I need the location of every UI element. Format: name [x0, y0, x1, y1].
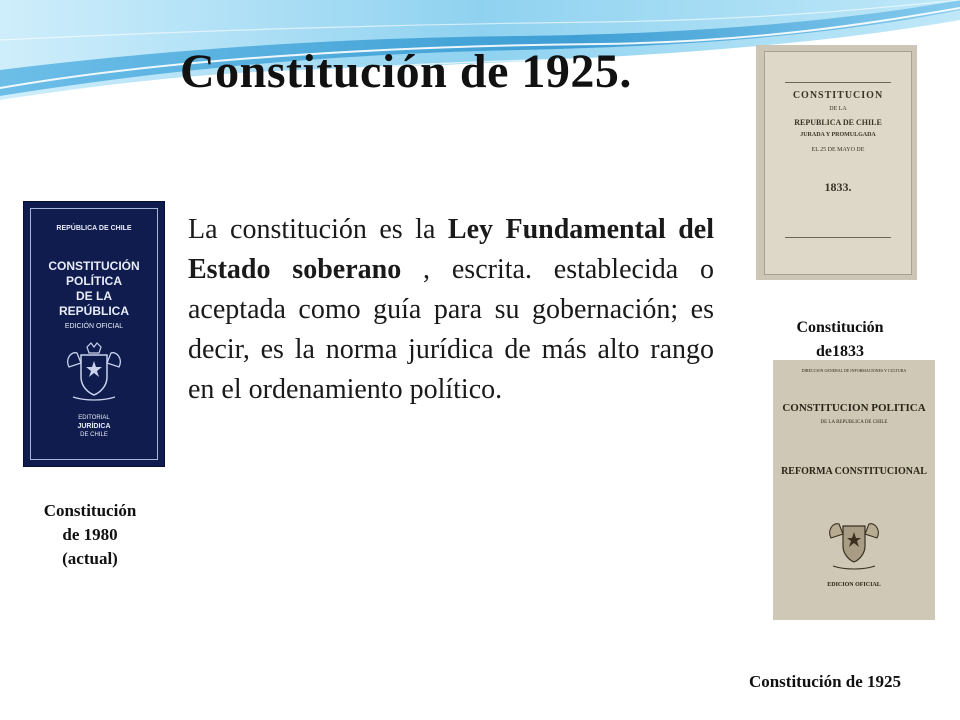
body-text-part2: , escrita. establecida o aceptada como guía para su gobernación; es decir, es la norma jurídica de más alto rango en el ordenamiento político. — [188, 254, 714, 405]
book-1980-title-line4: REPÚBLICA — [58, 304, 129, 318]
caption-1925: Constitución de 1925 — [748, 672, 902, 691]
book-1833-line5: EL 25 DE MAYO DE — [811, 147, 865, 153]
book-1980-title-line3: DE LA — [76, 289, 112, 303]
book-1925-line2: CONSTITUCION POLITICA — [782, 402, 926, 414]
caption-1980-line3: (actual) — [62, 549, 118, 568]
book-1833-line4: JURADA Y PROMULGADA — [800, 132, 876, 138]
book-1925-line4: REFORMA CONSTITUCIONAL — [781, 466, 927, 477]
body-text-part1: La constitución es la — [188, 214, 448, 245]
slide-body-text — [188, 210, 714, 410]
caption-1833 — [760, 316, 920, 364]
book-cover-1925-image — [773, 360, 935, 620]
slide-title: Constitución de 1925. — [180, 45, 632, 98]
book-1833-rule-bottom — [785, 237, 891, 238]
book-1833-line1: CONSTITUCION — [792, 90, 884, 101]
book-1833-year: 1833. — [824, 180, 852, 194]
book-1925-line5: EDICION OFICIAL — [827, 582, 881, 588]
book-1925-line1: DIRECCION GENERAL DE INFORMACIONES Y CULTURA — [801, 368, 907, 373]
book-1925-line3: DE LA REPUBLICA DE CHILE — [820, 420, 888, 425]
book-cover-1833-image — [756, 45, 917, 280]
book-1833-line2: DE LA — [829, 106, 847, 112]
book-1980-header: REPÚBLICA DE CHILE — [56, 225, 132, 232]
book-1980-publisher-line1: EDITORIAL — [78, 415, 110, 421]
coat-of-arms-icon — [823, 510, 885, 572]
caption-1980-line2: de 1980 — [62, 525, 118, 544]
book-1833-page — [764, 51, 912, 275]
book-1980-edition: EDICIÓN OFICIAL — [64, 323, 124, 330]
book-1833-rule-top — [785, 82, 891, 83]
book-1980-publisher-line3: DE CHILE — [80, 432, 108, 438]
coat-of-arms-icon — [59, 337, 129, 407]
book-1980-publisher-line2: JURÍDICA — [77, 423, 111, 430]
book-1980-title-line2: POLÍTICA — [66, 274, 122, 288]
body-text-bold: Ley Fundamental del Estado soberano — [188, 214, 714, 285]
book-1833-line3: REPUBLICA DE CHILE — [794, 118, 882, 127]
book-cover-1980-image — [23, 201, 165, 467]
caption-1980-line1: Constitución — [43, 501, 137, 520]
book-1980-title-line1: CONSTITUCIÓN — [48, 259, 140, 273]
caption-1833-line1: Constitución — [796, 319, 884, 336]
caption-1833-line2: de1833 — [816, 343, 864, 360]
caption-1980 — [15, 499, 165, 571]
